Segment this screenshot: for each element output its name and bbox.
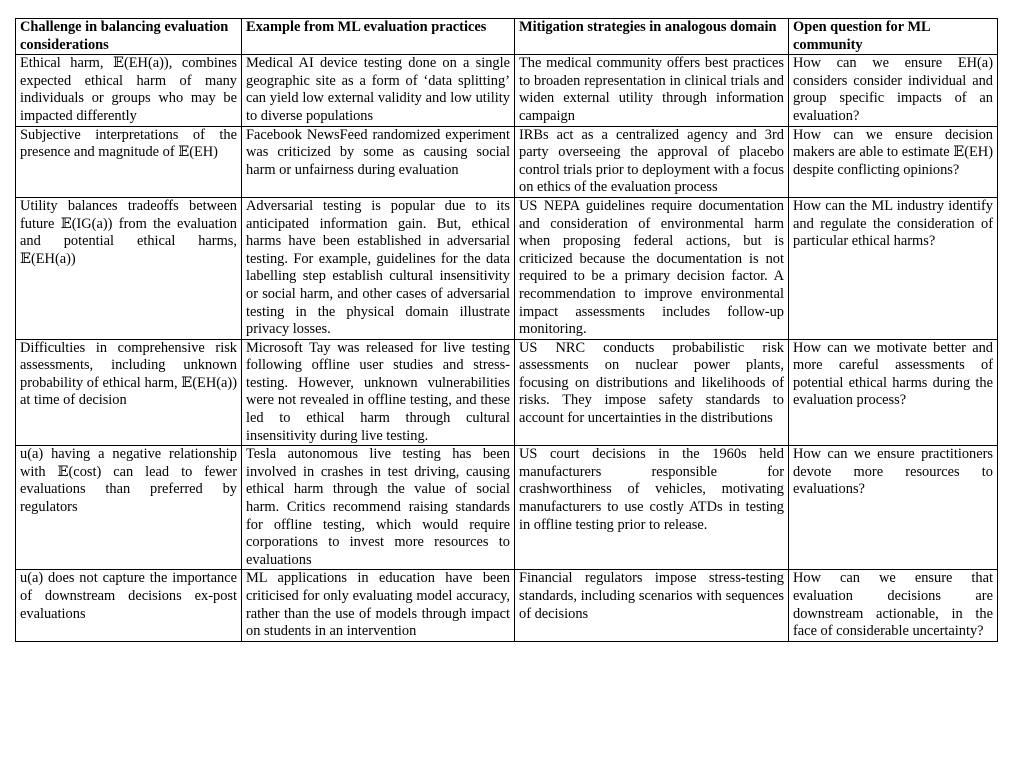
cell-challenge: u(a) having a negative relationship with 𝔼(cost) can lead to fewer evaluations than preferred by regulators	[16, 446, 242, 570]
header-open-question: Open question for ML community	[789, 19, 998, 55]
header-challenge: Challenge in balancing evaluation considerations	[16, 19, 242, 55]
cell-question: How can we ensure practitioners devote more resources to evaluations?	[789, 446, 998, 570]
table-body	[16, 55, 998, 642]
header-mitigation: Mitigation strategies in analogous domain	[515, 19, 789, 55]
cell-example: Microsoft Tay was released for live testing following offline user studies and stress-testing. However, unknown vulnerabilities were not revealed in offline testing, and these led to ethical harm through cultural insensitivity during live testing.	[242, 339, 515, 446]
table-row	[16, 446, 998, 570]
cell-example: Facebook NewsFeed randomized experiment was criticized by some as causing social harm or unfairness during evaluation	[242, 126, 515, 197]
cell-question: How can we ensure decision makers are able to estimate 𝔼(EH) despite conflicting opinions?	[789, 126, 998, 197]
cell-question: How can we ensure that evaluation decisions are downstream actionable, in the face of considerable uncertainty?	[789, 570, 998, 641]
header-example: Example from ML evaluation practices	[242, 19, 515, 55]
cell-mitigation: Financial regulators impose stress-testing standards, including scenarios with sequences of decisions	[515, 570, 789, 641]
table-row	[16, 570, 998, 641]
cell-example: Medical AI device testing done on a single geographic site as a form of ‘data splitting’ can yield low external validity and low utility to diverse populations	[242, 55, 515, 126]
table-row	[16, 55, 998, 126]
table-row	[16, 197, 998, 339]
cell-mitigation: US NEPA guidelines require documentation and consideration of environmental harm when proposing federal actions, but is criticized because the documentation is not required to be a primary decision factor. A recommendation to improve environmental impact assessments includes follow-up monitoring.	[515, 197, 789, 339]
cell-challenge: Subjective interpretations of the presence and magnitude of 𝔼(EH)	[16, 126, 242, 197]
table-row	[16, 126, 998, 197]
cell-challenge: Difficulties in comprehensive risk assessments, including unknown probability of ethical harm, 𝔼(EH(a)) at time of decision	[16, 339, 242, 446]
evaluation-challenges-table	[15, 18, 998, 642]
cell-challenge: u(a) does not capture the importance of downstream decisions ex-post evaluations	[16, 570, 242, 641]
cell-challenge: Utility balances tradeoffs between future 𝔼(IG(a)) from the evaluation and potential ethical harms, 𝔼(EH(a))	[16, 197, 242, 339]
cell-mitigation: IRBs act as a centralized agency and 3rd party overseeing the approval of placebo control trials prior to deployment with a focus on ethics of the evaluation process	[515, 126, 789, 197]
cell-example: Adversarial testing is popular due to its anticipated information gain. But, ethical harms have been established in adversarial testing. For example, guidelines for the data labelling step establish cultural insensitivity or social harm, and other cases of adversarial testing in the physical domain illustrate privacy losses.	[242, 197, 515, 339]
cell-question: How can the ML industry identify and regulate the consideration of particular ethical harms?	[789, 197, 998, 339]
cell-mitigation: US court decisions in the 1960s held manufacturers responsible for crashworthiness of vehicles, motivating manufacturers to use costly ATDs in testing in offline testing prior to release.	[515, 446, 789, 570]
table-header-row	[16, 19, 998, 55]
cell-mitigation: The medical community offers best practices to broaden representation in clinical trials and widen external utility through information campaign	[515, 55, 789, 126]
table-row	[16, 339, 998, 446]
cell-mitigation: US NRC conducts probabilistic risk assessments on nuclear power plants, focusing on distributions and likelihoods of risks. They impose safety standards to account for uncertainties in the distributions	[515, 339, 789, 446]
cell-example: Tesla autonomous live testing has been involved in crashes in test driving, causing ethical harm through the value of social harm. Critics recommend raising standards for offline testing, which would require corporations to invest more resources to evaluations	[242, 446, 515, 570]
cell-question: How can we motivate better and more careful assessments of potential ethical harms during the evaluation process?	[789, 339, 998, 446]
cell-example: ML applications in education have been criticised for only evaluating model accuracy, rather than the use of models through impact on students in an intervention	[242, 570, 515, 641]
cell-challenge: Ethical harm, 𝔼(EH(a)), combines expected ethical harm of many individuals or groups who may be impacted differently	[16, 55, 242, 126]
cell-question: How can we ensure EH(a) considers consider individual and group specific impacts of an evaluation?	[789, 55, 998, 126]
